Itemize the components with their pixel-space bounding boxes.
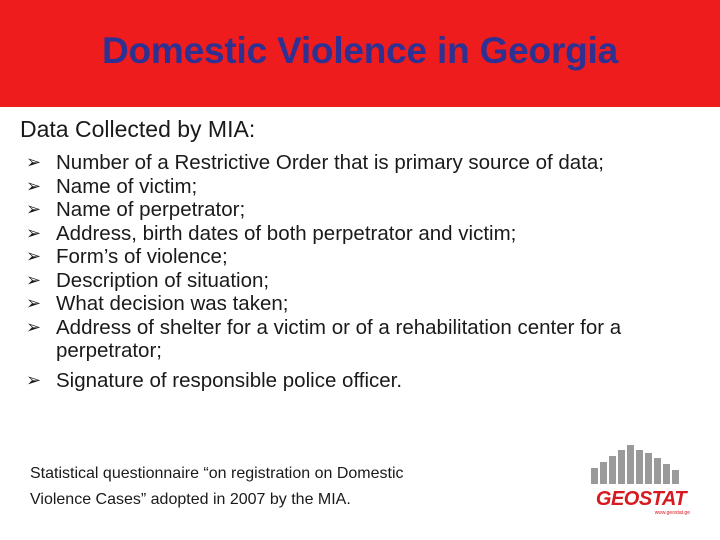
logo-url-text: www.geostat.ge <box>654 510 690 516</box>
bullet-list <box>26 151 716 392</box>
arrowhead-bullet-icon: ➢ <box>26 293 42 313</box>
questionnaire-note <box>30 461 530 513</box>
bar-chart-logo-icon <box>585 442 697 518</box>
bullet-item <box>26 198 716 222</box>
arrowhead-bullet-icon: ➢ <box>26 175 42 196</box>
bullet-text: Number of a Restrictive Order that is primary source of data; <box>56 151 605 174</box>
arrowhead-bullet-icon: ➢ <box>26 316 42 337</box>
bullet-item <box>26 316 716 363</box>
logo-bar <box>663 464 670 484</box>
bullet-text: Name of victim; <box>56 174 198 198</box>
arrowhead-bullet-icon: ➢ <box>26 222 42 243</box>
logo-text: GEOSTAT <box>595 488 687 510</box>
logo-bar <box>600 462 607 484</box>
bullet-item <box>26 269 716 293</box>
bullet-text: Form’s of violence; <box>56 245 228 268</box>
note-line: Statistical questionnaire “on registration on Domestic <box>30 465 404 482</box>
bullet-text: Address, birth dates of both perpetrator and victim; <box>56 221 517 245</box>
logo-bar <box>591 468 598 484</box>
bullet-text: What decision was taken; <box>56 292 289 315</box>
arrowhead-bullet-icon: ➢ <box>26 246 42 266</box>
logo-bar <box>627 445 634 484</box>
bullet-text: Name of perpetrator; <box>56 198 246 221</box>
arrowhead-bullet-icon: ➢ <box>26 269 42 290</box>
bullet-text: Signature of responsible police officer. <box>56 368 403 392</box>
logo-bar <box>672 470 679 484</box>
bullet-item <box>26 151 716 175</box>
bullet-item <box>26 292 716 316</box>
arrowhead-bullet-icon: ➢ <box>26 369 42 390</box>
bullet-item <box>26 175 716 199</box>
logo-bar <box>636 450 643 484</box>
logo-bar <box>609 456 616 484</box>
arrowhead-bullet-icon: ➢ <box>26 199 42 219</box>
bullet-text: Address of shelter for a victim or of a rehabilitation center for a perpetrator; <box>56 315 622 362</box>
slide-subtitle: Data Collected by MIA: <box>20 116 256 142</box>
logo-bar <box>645 453 652 484</box>
arrowhead-bullet-icon: ➢ <box>26 152 42 172</box>
bullet-item <box>26 369 716 393</box>
bullet-text: Description of situation; <box>56 268 270 292</box>
geostat-logo <box>585 442 697 518</box>
bullet-item <box>26 222 716 246</box>
note-line: Violence Cases” adopted in 2007 by the MIA. <box>30 491 351 508</box>
logo-bar <box>654 458 661 484</box>
bullet-item <box>26 245 716 269</box>
logo-bar <box>618 450 625 484</box>
slide-title: Domestic Violence in Georgia <box>102 30 618 71</box>
